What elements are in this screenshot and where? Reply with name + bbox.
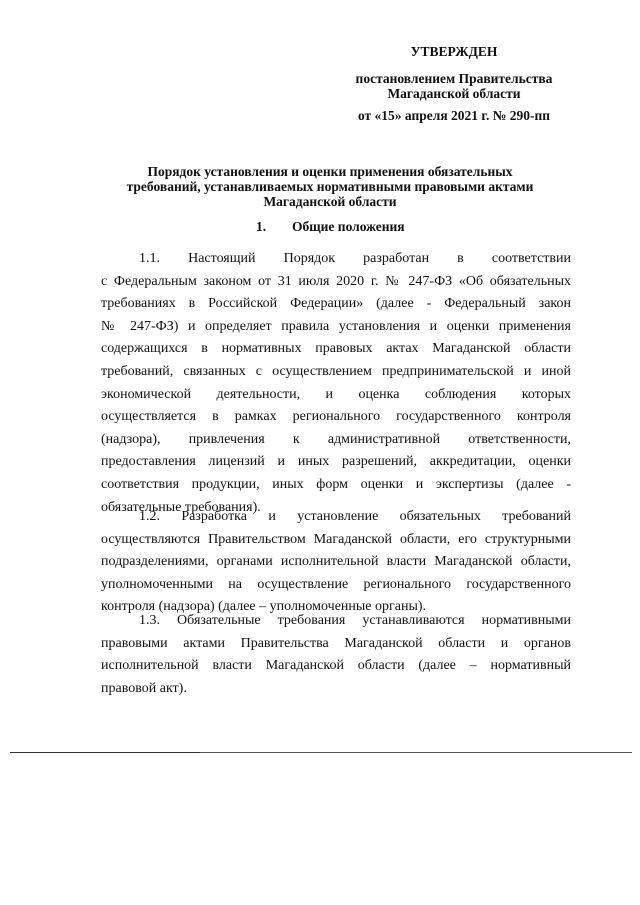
paragraph-line: подразделениями, органами исполнительной власти Магаданской области, [101, 554, 571, 570]
paragraph-line: контроля (надзора) (далее – уполномоченные органы). [101, 599, 427, 615]
approval-date: от «15» апреля 2021 г. № 290-пп [357, 108, 551, 123]
paragraph-1-3 [101, 610, 571, 700]
paragraph-line: обязательные требования). [101, 499, 261, 515]
paragraph-1-1 [101, 248, 571, 519]
section-number: 1. [256, 219, 267, 234]
paragraph-line: 1.3. Обязательные требования устанавливаются нормативными [139, 613, 571, 628]
paragraph-line: требованиях в Российской Федерации» (далее - Федеральный закон [101, 296, 571, 312]
document-title-line: требований, устанавливаемых нормативными правовыми актами [126, 179, 534, 194]
approval-resolution [338, 71, 570, 101]
paragraph-line: 1.1. Настоящий Порядок разработан в соответствии [139, 251, 571, 266]
paragraph-line: требований, связанных с осуществлением предпринимательской и иной [101, 363, 571, 379]
paragraph-1-2 [101, 506, 571, 619]
paragraph-line: правовыми актами Правительства Магаданской области и органов [101, 635, 571, 651]
paragraph-line: осуществляется в рамках регионального государственного контроля [101, 409, 571, 425]
paragraph-line: предоставления лицензий и иных разрешений, аккредитации, оценки [101, 454, 571, 470]
document-title-line: Порядок установления и оценки применения обязательных [147, 164, 513, 179]
paragraph-line: содержащихся в нормативных правовых актах Магаданской области [101, 341, 571, 357]
paragraph-line: с Федеральным законом от 31 июля 2020 г. № 247-ФЗ «Об обязательных [101, 273, 571, 289]
page-divider [10, 752, 632, 753]
section-title: Общие положения [292, 219, 405, 234]
paragraph-line: 1.2. Разработка и установление обязательных требований [139, 509, 571, 524]
approval-resolution-line: Магаданской области [387, 86, 521, 101]
document-title [70, 164, 590, 209]
paragraph-line: осуществляются Правительством Магаданской области, его структурными [101, 531, 571, 547]
paragraph-line: правовой акт). [101, 680, 187, 696]
document-title-line: Магаданской области [263, 194, 397, 209]
paragraph-line: № 247-ФЗ) и определяет правила установления и оценки применения [101, 318, 571, 334]
paragraph-line: экономической деятельности, и оценка соблюдения которых [101, 386, 571, 402]
approval-heading: УТВЕРЖДЕН [410, 44, 498, 59]
approval-resolution-line: постановлением Правительства [355, 71, 553, 86]
paragraph-line: исполнительной власти Магаданской области (далее – нормативный [101, 658, 571, 674]
paragraph-line: (надзора), привлечения к административной ответственности, [101, 431, 571, 447]
paragraph-line: уполномоченными на осуществление регионального государственного [101, 576, 571, 592]
paragraph-line: соответствия продукции, иных форм оценки и экспертизы (далее - [101, 476, 571, 492]
